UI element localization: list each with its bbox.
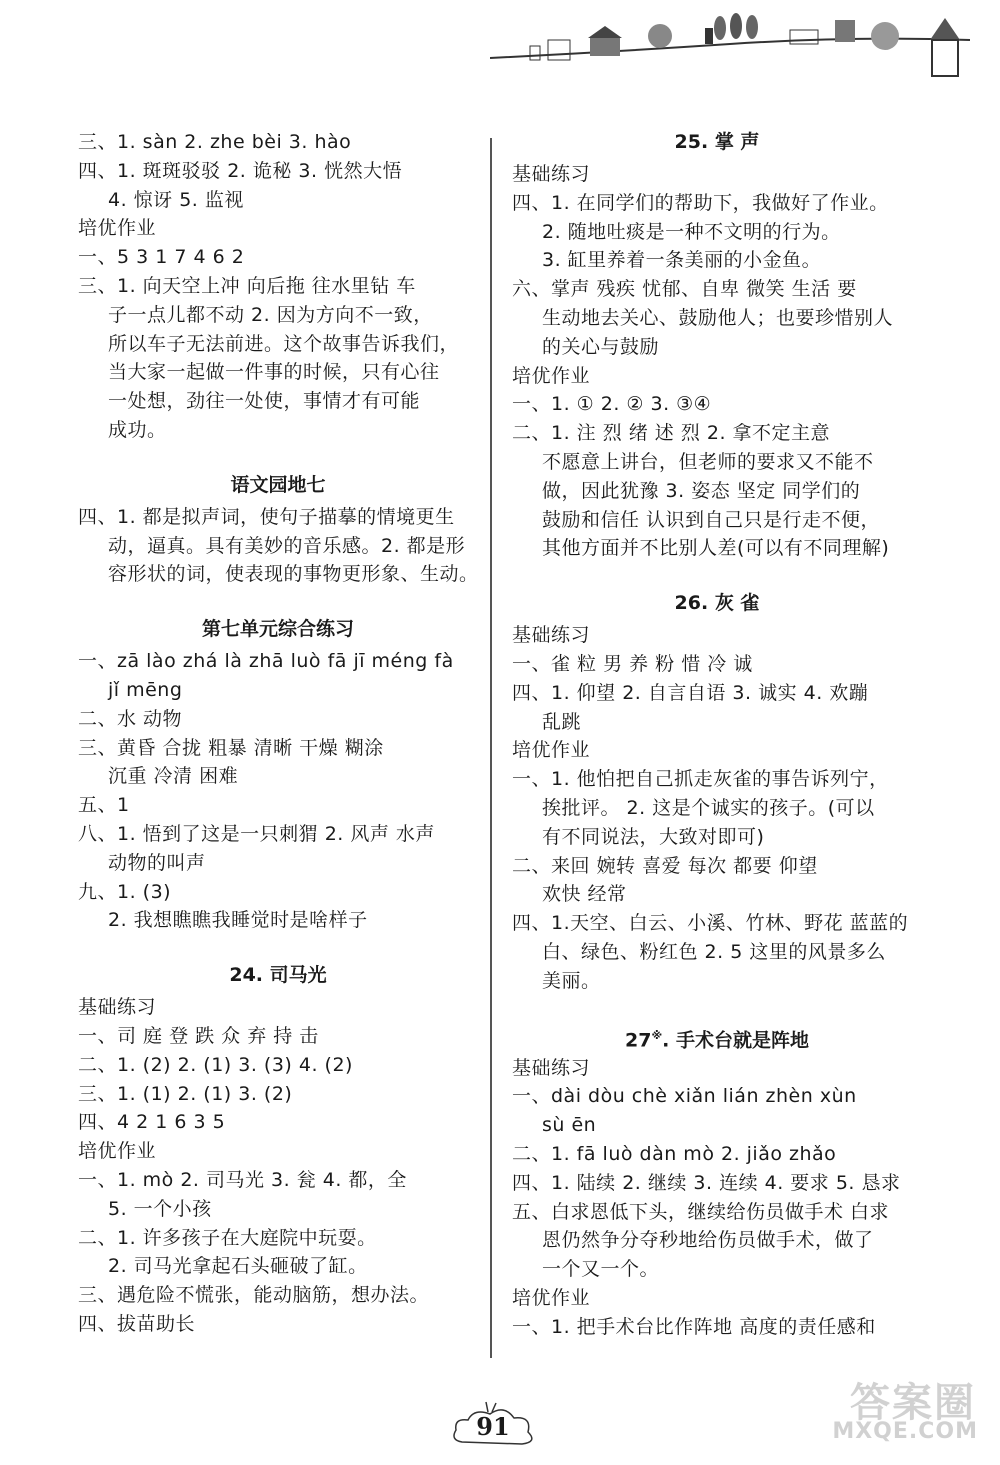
answer-line: 一、zā lào zhá là zhā luò fā jī méng fà bbox=[78, 650, 454, 673]
answer-line: 培优作业 bbox=[512, 739, 591, 762]
answer-line: 四、1. 都是拟声词，使句子描摹的情境更生 bbox=[78, 505, 455, 528]
answer-line: 五、1 bbox=[78, 794, 130, 817]
answer-line: 培优作业 bbox=[78, 217, 157, 240]
answer-line: 的关心与鼓励 bbox=[542, 335, 660, 358]
column-divider bbox=[490, 138, 492, 1358]
page-number: 91 bbox=[476, 1412, 510, 1441]
answer-line: 挨批评。 2. 这是个诚实的孩子。(可以 bbox=[542, 796, 875, 819]
answer-line: 一、雀 粒 男 养 粉 惜 冷 诚 bbox=[512, 652, 753, 675]
answer-line: 二、1. 许多孩子在大庭院中玩耍。 bbox=[78, 1226, 377, 1249]
answer-line: 八、1. 悟到了这是一只刺猬 2. 风声 水声 bbox=[78, 822, 435, 845]
section-title-lesson-27: 27※. 手术台就是阵地 bbox=[625, 1028, 809, 1051]
answer-line: 一处想，劲往一处使，事情才有可能 bbox=[108, 390, 421, 413]
answer-line: 四、1. 仰望 2. 自言自语 3. 诚实 4. 欢蹦 bbox=[512, 681, 869, 704]
answer-line: 三、黄昏 合拢 粗暴 清晰 干燥 糊涂 bbox=[78, 736, 384, 759]
answer-line: 不愿意上讲台，但老师的要求又不能不 bbox=[542, 450, 874, 473]
answer-line: 基础练习 bbox=[512, 163, 591, 185]
answer-line: 一、1. ① 2. ② 3. ③④ bbox=[512, 393, 712, 416]
answer-line: 鼓励和信任 认识到自己只是行走不便， bbox=[542, 508, 881, 531]
answer-line: 美丽。 bbox=[542, 969, 601, 992]
answer-line: 4. 惊讶 5. 监视 bbox=[108, 188, 244, 211]
answer-line: 二、1. (2) 2. (1) 3. (3) 4. (2) bbox=[78, 1053, 353, 1076]
answer-line: 一、1. mò 2. 司马光 3. 瓮 4. 都，全 bbox=[78, 1168, 407, 1191]
answer-line: 基础练习 bbox=[78, 996, 157, 1019]
answer-line: 乱跳 bbox=[542, 710, 582, 733]
answer-line: 培优作业 bbox=[512, 364, 591, 387]
answer-line: 白、绿色、粉红色 2. 5 这里的风景多么 bbox=[542, 940, 886, 963]
answer-line: 三、1. sàn 2. zhe bèi 3. hào bbox=[78, 131, 352, 153]
header-village-illustration bbox=[490, 10, 970, 85]
answer-line: 2. 随地吐痰是一种不文明的行为。 bbox=[542, 220, 841, 243]
answer-line: 二、来回 婉转 喜爱 每次 都要 仰望 bbox=[512, 854, 818, 877]
answer-line: 三、1. (1) 2. (1) 3. (2) bbox=[78, 1082, 293, 1105]
answer-line: jǐ mēng bbox=[108, 678, 183, 701]
right-column bbox=[512, 128, 922, 1341]
answer-line: 有不同说法，大致对即可) bbox=[542, 825, 765, 848]
section-title-lesson-26: 26. 灰 雀 bbox=[674, 592, 760, 615]
answer-line: 三、遇危险不慌张，能动脑筋，想办法。 bbox=[78, 1284, 430, 1307]
answer-line: 一、dài dòu chè xiǎn lián zhèn xùn bbox=[512, 1085, 857, 1108]
answer-line: 五、白求恩低下头，继续给伤员做手术 白求 bbox=[512, 1200, 890, 1223]
answer-line: 一、1. 他怕把自己抓走灰雀的事告诉列宁， bbox=[512, 768, 889, 791]
section-title-yuwen-yuandi-7: 语文园地七 bbox=[230, 473, 326, 496]
answer-line: 子一点儿都不动 2. 因为方向不一致， bbox=[108, 303, 433, 326]
answer-line: 九、1. (3) bbox=[78, 880, 172, 903]
section-title-lesson-25: 25. 掌 声 bbox=[674, 131, 760, 153]
answer-line: 3. 缸里养着一条美丽的小金鱼。 bbox=[542, 249, 822, 272]
section-title-unit7-review: 第七单元综合练习 bbox=[201, 618, 354, 641]
answer-line: 四、1. 斑斑驳驳 2. 诡秘 3. 恍然大悟 bbox=[78, 159, 403, 182]
answer-line: 当大家一起做一件事的时候，只有心往 bbox=[108, 361, 440, 384]
answer-line: 5. 一个小孩 bbox=[108, 1197, 212, 1220]
answer-line: 基础练习 bbox=[512, 624, 591, 647]
answer-line: 沉重 冷清 困难 bbox=[108, 765, 239, 788]
answer-line: 四、1.天空、白云、小溪、竹林、野花 蓝蓝的 bbox=[512, 912, 909, 935]
answer-line: 二、1. fā luò dàn mò 2. jiǎo zhǎo bbox=[512, 1142, 837, 1165]
left-column bbox=[78, 128, 478, 1339]
watermark bbox=[782, 1371, 982, 1451]
answer-line: 动物的叫声 bbox=[108, 851, 206, 874]
answer-line: 欢快 经常 bbox=[542, 883, 627, 906]
answer-line: 生动地去关心、鼓励他人；也要珍惜别人 bbox=[542, 306, 894, 329]
answer-line: 其他方面并不比别人差(可以有不同理解) bbox=[542, 537, 890, 560]
answer-line: 四、1. 在同学们的帮助下，我做好了作业。 bbox=[512, 191, 889, 214]
answer-line: 培优作业 bbox=[512, 1286, 591, 1309]
answer-line: 二、水 动物 bbox=[78, 707, 183, 730]
answer-line: 六、掌声 残疾 忧郁、自卑 微笑 生活 要 bbox=[512, 278, 857, 301]
answer-line: 所以车子无法前进。这个故事告诉我们， bbox=[108, 332, 460, 355]
answer-line: 2. 司马光拿起石头砸破了缸。 bbox=[108, 1255, 368, 1278]
answer-line: 成功。 bbox=[108, 418, 167, 441]
answer-line: 四、1. 陆续 2. 继续 3. 连续 4. 要求 5. 恳求 bbox=[512, 1171, 901, 1194]
answer-line: 动，逼真。具有美妙的音乐感。2. 都是形 bbox=[108, 534, 466, 557]
page-number-badge bbox=[448, 1400, 538, 1450]
answer-line: 三、1. 向天空上冲 向后拖 往水里钻 车 bbox=[78, 274, 416, 297]
answer-line: sù ēn bbox=[542, 1114, 597, 1137]
watermark-logo-text: 答案圈 bbox=[850, 1380, 976, 1426]
answer-line: 一个又一个。 bbox=[542, 1258, 660, 1281]
answer-line: 四、4 2 1 6 3 5 bbox=[78, 1111, 226, 1134]
answer-line: 一、5 3 1 7 4 6 2 bbox=[78, 246, 245, 269]
answer-line: 二、1. 注 烈 绪 述 烈 2. 拿不定主意 bbox=[512, 422, 831, 445]
answer-line: 一、1. 把手术台比作阵地 高度的责任感和 bbox=[512, 1315, 876, 1338]
answer-line: 培优作业 bbox=[78, 1140, 157, 1163]
answer-line: 容形状的词，使表现的事物更形象、生动。 bbox=[108, 563, 479, 586]
answer-line: 恩仍然争分夺秒地给伤员做手术，做了 bbox=[542, 1229, 874, 1252]
answer-line: 2. 我想瞧瞧我睡觉时是啥样子 bbox=[108, 909, 368, 932]
answer-line: 基础练习 bbox=[512, 1056, 591, 1079]
section-title-lesson-24: 24. 司马光 bbox=[229, 964, 327, 987]
watermark-url-text: MXQE.COM bbox=[832, 1419, 978, 1444]
answer-line: 做，因此犹豫 3. 姿态 坚定 同学们的 bbox=[542, 479, 861, 502]
answer-line: 四、拔苗助长 bbox=[78, 1312, 196, 1335]
answer-line: 一、司 庭 登 跌 众 弃 持 击 bbox=[78, 1024, 319, 1047]
